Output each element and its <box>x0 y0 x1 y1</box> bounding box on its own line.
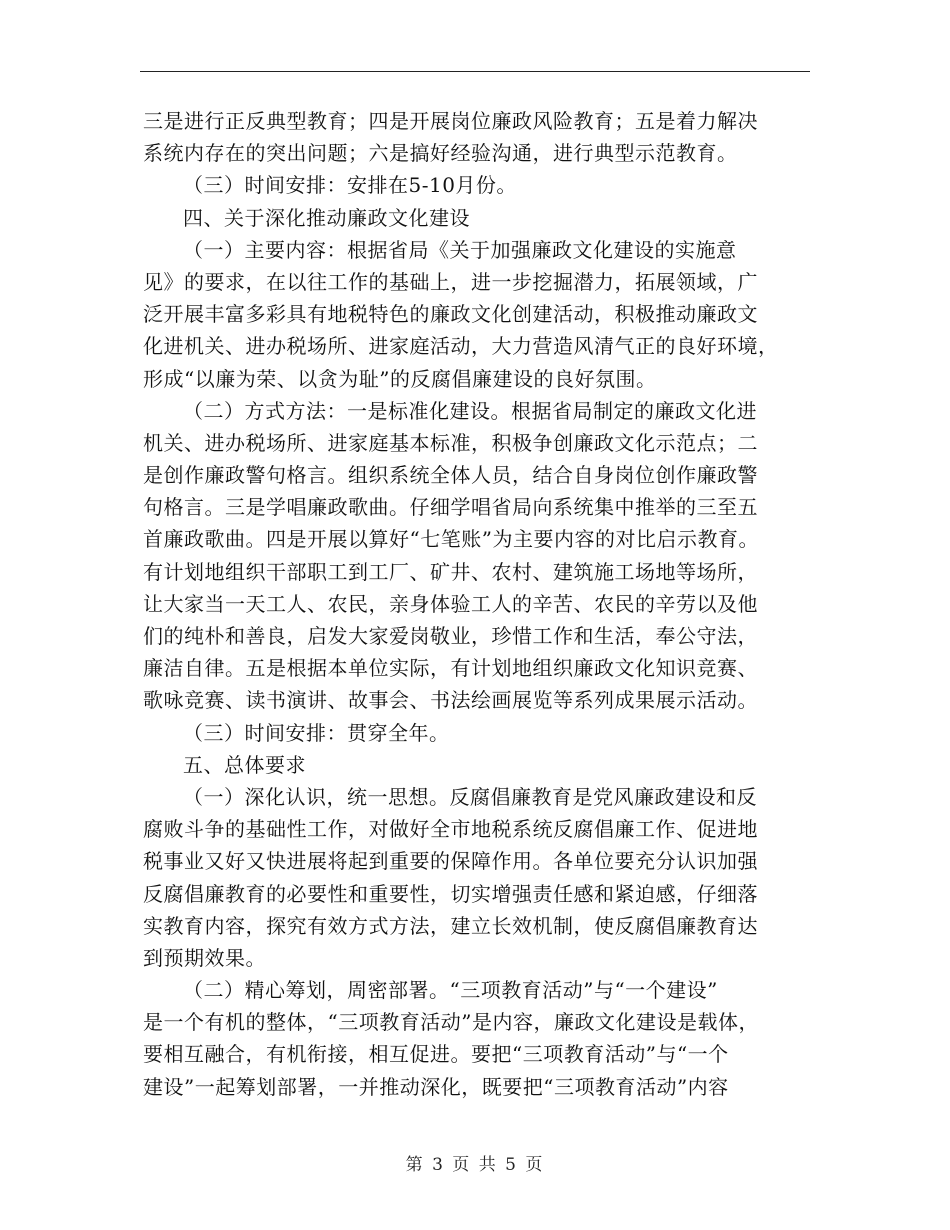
section-heading: 四、关于深化推动廉政文化建设 <box>183 205 470 230</box>
text-line: 要相互融合，有机衔接，相互促进。要把“三项教育活动”与“一个 <box>143 1042 729 1067</box>
text-line: （三）时间安排：贯穿全年。 <box>183 720 450 745</box>
section-heading: 五、总体要求 <box>183 752 306 777</box>
document-body <box>143 105 813 1103</box>
text-line: 化进机关、进办税场所、进家庭活动，大力营造风清气正的良好环境， <box>143 334 779 359</box>
text-line: （二）方式方法：一是标准化建设。根据省局制定的廉政文化进 <box>183 398 757 423</box>
text-line: 腐败斗争的基础性工作，对做好全市地税系统反腐倡廉工作、促进地 <box>143 817 758 842</box>
text-line: 歌咏竞赛、读书演讲、故事会、书法绘画展览等系列成果展示活动。 <box>143 688 758 713</box>
text-line: 三是进行正反典型教育；四是开展岗位廉政风险教育；五是着力解决 <box>143 109 758 133</box>
text-line: （二）精心筹划，周密部署。“三项教育活动”与“一个建设” <box>183 978 718 1003</box>
text-line: 廉洁自律。五是根据本单位实际，有计划地组织廉政文化知识竞赛、 <box>143 656 758 681</box>
text-line: 让大家当一天工人、农民，亲身体验工人的辛苦、农民的辛劳以及他 <box>143 591 758 616</box>
text-line: 泛开展丰富多彩具有地税特色的廉政文化创建活动，积极推动廉政文 <box>143 302 758 327</box>
text-line: 是一个有机的整体，“三项教育活动”是内容，廉政文化建设是载体， <box>143 1010 759 1035</box>
text-line: 税事业又好又快进展将起到重要的保障作用。各单位要充分认识加强 <box>143 849 758 874</box>
text-line: 们的纯朴和善良，启发大家爱岗敬业，珍惜工作和生活，奉公守法， <box>143 624 758 648</box>
text-line: 系统内存在的突出问题；六是搞好经验沟通，进行典型示范教育。 <box>143 141 738 166</box>
text-line: 实教育内容，探究有效方式方法，建立长效机制，使反腐倡廉教育达 <box>143 913 758 938</box>
text-line: 机关、进办税场所、进家庭基本标准，积极争创廉政文化示范点；二 <box>143 430 758 455</box>
text-line: 首廉政歌曲。四是开展以算好“七笔账”为主要内容的对比启示教育。 <box>143 527 759 552</box>
page-footer: 第 3 页 共 5 页 <box>405 1155 545 1175</box>
text-line: 是创作廉政警句格言。组织系统全体人员，结合自身岗位创作廉政警 <box>143 463 758 488</box>
text-line: 句格言。三是学唱廉政歌曲。仔细学唱省局向系统集中推举的三至五 <box>143 495 758 520</box>
text-line: （三）时间安排：安排在5-10月份。 <box>183 173 517 198</box>
text-line: （一）深化认识，统一思想。反腐倡廉教育是党风廉政建设和反 <box>183 784 757 809</box>
text-line: 有计划地组织干部职工到工厂、矿井、农村、建筑施工场地等场所， <box>143 559 758 584</box>
header-rule <box>140 71 810 72</box>
text-line: 到预期效果。 <box>143 945 266 970</box>
text-line: 见》的要求，在以往工作的基础上，进一步挖掘潜力，拓展领域，广 <box>143 269 758 294</box>
text-line: 反腐倡廉教育的必要性和重要性，切实增强责任感和紧迫感，仔细落 <box>143 881 758 906</box>
text-line: 形成“以廉为荣、以贪为耻”的反腐倡廉建设的良好氛围。 <box>143 366 657 391</box>
text-line: （一）主要内容：根据省局《关于加强廉政文化建设的实施意 <box>183 237 737 262</box>
text-line: 建设”一起筹划部署，一并推动深化，既要把“三项教育活动”内容 <box>143 1074 729 1099</box>
